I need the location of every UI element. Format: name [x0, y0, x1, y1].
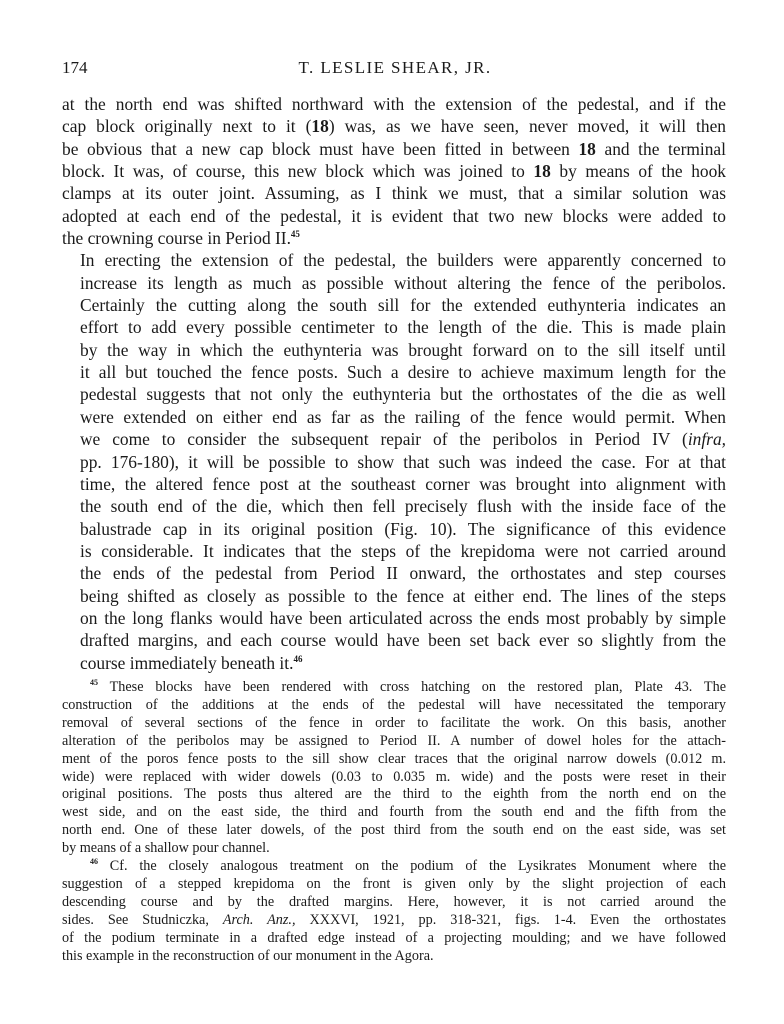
- footnote-line: alteration of the peribolos may be assigned to Period II. A number of dowel holes for the attach-: [62, 732, 726, 749]
- footnote-line: west side, and on the east side, the third and fourth from the south end and the fifth from the: [62, 804, 726, 821]
- text-line: effort to add every possible centimeter to the length of the die. This is made plain: [80, 317, 726, 338]
- paragraph-2: [62, 249, 726, 674]
- text-line: is considerable. It indicates that the steps of the krepidoma were not carried around: [80, 540, 726, 561]
- footnote-line: north end. One of these later dowels, of the post third from the south end on the east side, was set: [62, 822, 726, 839]
- text-line: time, the altered fence post at the southeast corner was brought into alignment with: [80, 473, 726, 494]
- body-text: [62, 93, 726, 674]
- text-line: the crowning course in Period II.$^{45}$: [62, 228, 300, 249]
- text-line: the ends of the pedestal from Period II onward, the orthostates and step courses: [80, 563, 726, 584]
- footnote-line: $^{46}$ Cf. the closely analogous treatment on the podium of the Lysikrates Monument where the: [90, 857, 726, 875]
- footnotes: [62, 679, 726, 966]
- block-number: 18: [311, 116, 329, 137]
- text-line: the south end of the die, which then fell precisely flush with the inside face of the: [80, 496, 726, 517]
- block-number: 18: [578, 138, 596, 159]
- text-line: pedestal suggests that not only the euthynteria but the orthostates of the die as well: [80, 384, 726, 405]
- footnote-ref-46[interactable]: 46: [293, 653, 303, 664]
- footnote-mark: 45: [90, 678, 98, 687]
- text-line: In erecting the extension of the pedestal, the builders were apparently concerned to: [80, 250, 726, 271]
- footnote-line: removal of several sections of the fence in order to facilitate the work. On this basis, another: [62, 714, 726, 731]
- footnote-line: by means of a shallow pour channel.: [62, 840, 270, 857]
- footnote-line: wide) were replaced with wider dowels (0.03 to 0.035 m. wide) and the posts were reset in their: [62, 768, 726, 785]
- footnote-mark: 46: [90, 857, 98, 867]
- text-line: be obvious that a new cap block must have been fitted in between 18 and the terminal: [62, 138, 726, 159]
- italic-term: infra,: [687, 429, 726, 450]
- footnote-line: of the podium terminate in a drafted edge instead of a projecting moulding; and we have followed: [62, 929, 726, 946]
- footnote-line: suggestion of a stepped krepidoma on the front is given only by the slight projection of each: [62, 875, 726, 892]
- block-number: 18: [533, 161, 551, 182]
- text-line: it all but touched the fence posts. Such a desire to achieve maximum length for the: [80, 362, 726, 383]
- text-line: balustrade cap in its original position (Fig. 10). The significance of this evidence: [80, 518, 726, 539]
- running-head: T. LESLIE SHEAR, JR.: [298, 58, 492, 77]
- text-line: Certainly the cutting along the south sill for the extended euthynteria indicates an: [80, 295, 726, 316]
- footnote-line: $^{45}$ These blocks have been rendered with cross hatching on the restored plan, Plate 43. The: [90, 678, 726, 695]
- text-line: course immediately beneath it.$^{46}$: [80, 652, 303, 673]
- text-line: adopted at each end of the pedestal, it is evident that two new blocks were added to: [62, 205, 726, 226]
- text-line: at the north end was shifted northward with the extension of the pedestal, and if the: [62, 94, 726, 114]
- footnote-line: this example in the reconstruction of our monument in the Agora.: [62, 947, 434, 964]
- paragraph-1: [62, 93, 726, 249]
- footnote-ref-45[interactable]: 45: [290, 229, 300, 240]
- text-line: block. It was, of course, this new block which was joined to 18 by means of the hook: [62, 161, 727, 182]
- page-number: 174: [62, 58, 88, 77]
- footnote-45: [62, 679, 726, 858]
- text-line: by the way in which the euthynteria was brought forward on to the sill itself until: [80, 339, 726, 360]
- text-line: we come to consider the subsequent repair of the peribolos in Period IV (infra,: [80, 429, 726, 450]
- text-line: being shifted as closely as possible to the fence at either end. The lines of the steps: [80, 585, 726, 606]
- text-line: were extended on either end as far as the railing of the fence would permit. When: [80, 406, 726, 427]
- footnote-46: [62, 858, 726, 965]
- journal-title: Arch. Anz.,: [222, 911, 296, 928]
- text-line: on the long flanks would have been articulated across the ends most probably by simple: [80, 607, 726, 628]
- footnote-line: original positions. The posts thus altered are the third to the eighth from the north end on the: [62, 786, 726, 803]
- page-header: [62, 58, 728, 82]
- footnote-line: construction of the additions at the ends of the pedestal will have necessitated the temporary: [62, 696, 726, 713]
- text-line: pp. 176-180), it will be possible to show that such was indeed the case. For at that: [80, 451, 726, 472]
- footnote-line: sides. See Studniczka, Arch. Anz., XXXVI, 1921, pp. 318-321, figs. 1-4. Even the orthostates: [62, 911, 727, 928]
- footnote-line: descending course and by the drafted margins. Here, however, it is not carried around the: [62, 893, 726, 910]
- text-line: clamps at its outer joint. Assuming, as I think we must, that a similar solution was: [62, 183, 726, 204]
- text-line: drafted margins, and each course would have been set back ever so slightly from the: [80, 630, 726, 651]
- text-line: increase its length as much as possible without altering the fence of the peribolos.: [80, 272, 726, 293]
- text-line: cap block originally next to it (18) was, as we have seen, never moved, it will then: [62, 116, 726, 137]
- footnote-line: ment of the poros fence posts to the sill show clear traces that the original narrow dowels (0.012 m.: [62, 750, 726, 767]
